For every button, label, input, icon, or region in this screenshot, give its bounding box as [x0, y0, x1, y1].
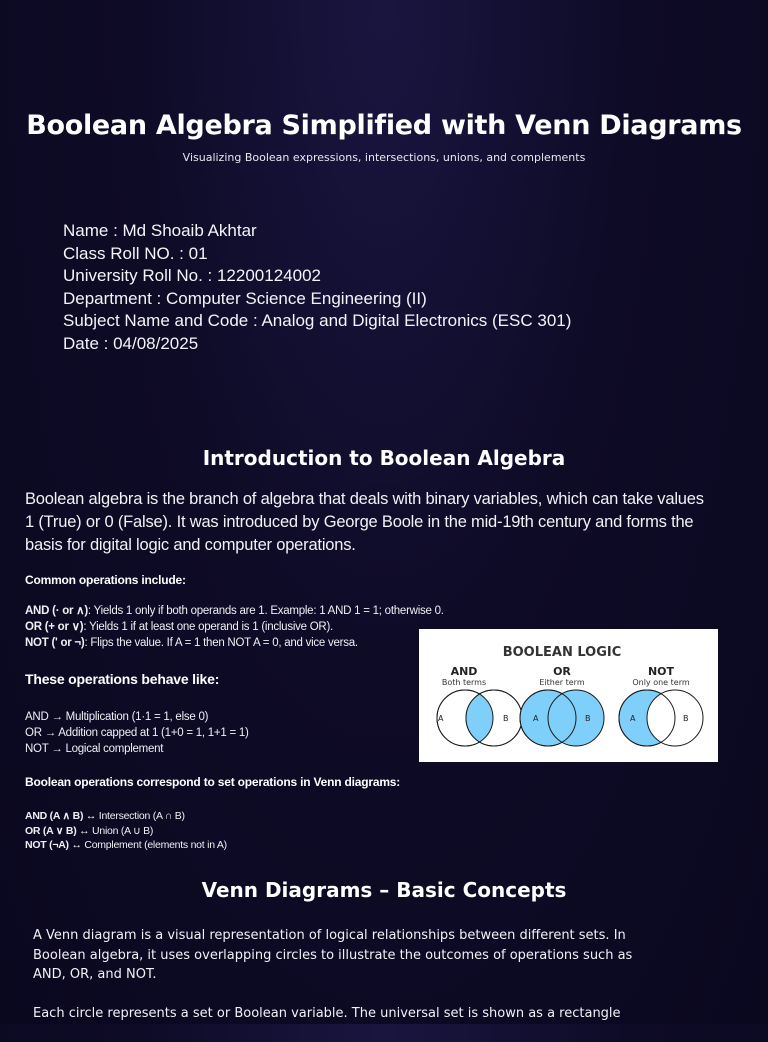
not-panel [619, 665, 703, 746]
panel-caption-not: Only one term [632, 678, 690, 687]
set-ops-heading: Boolean operations correspond to set operations in Venn diagrams: [25, 775, 401, 789]
student-info [63, 220, 571, 355]
venn-paragraph-1: A Venn diagram is a visual representation of logical relationships between different sets. In Boolean algebra, it uses overlapping circles to illustrate the outcomes of operations such as AND, OR, and NOT. [33, 928, 633, 982]
list-item: AND (· or ∧): Yields 1 only if both operands are 1. Example: 1 AND 1 = 1; otherwise 0. [25, 605, 444, 617]
date: Date : 04/08/2025 [63, 333, 199, 353]
set-b-label: B [585, 714, 591, 723]
set-a-label: A [630, 714, 636, 723]
set-a-label: A [438, 714, 444, 723]
common-ops-heading: Common operations include: [25, 573, 186, 587]
subject: Subject Name and Code : Analog and Digital Electronics (ESC 301) [63, 311, 572, 330]
panel-caption-or: Either term [539, 678, 585, 687]
venn-illustration [419, 629, 718, 762]
set-ops-list [25, 809, 227, 853]
list-item: OR (A ∨ B) ↔ Union (A ∪ B) [25, 824, 154, 837]
class-roll: Class Roll NO. : 01 [63, 243, 208, 263]
venn-paragraph-2: Each circle represents a set or Boolean variable. The universal set is shown as a rectangle [33, 1005, 621, 1021]
list-item: AND → Multiplication (1·1 = 1, else 0) [25, 711, 209, 723]
or-panel [520, 665, 604, 746]
panel-label-and: AND [450, 665, 478, 678]
list-item: NOT (' or ¬): Flips the value. If A = 1 then NOT A = 0, and vice versa. [25, 637, 358, 649]
intro-paragraph: Boolean algebra is the branch of algebra that deals with binary variables, which can take values 1 (True) or 0 (False). It was introduced by George Boole in the mid-19th century and forms the basis for digital logic and computer operations. [25, 490, 704, 554]
venn-heading: Venn Diagrams – Basic Concepts [201, 878, 567, 902]
panel-label-or: OR [553, 665, 571, 678]
list-item: NOT → Logical complement [25, 743, 164, 755]
list-item: OR → Addition capped at 1 (1+0 = 1, 1+1 = 1) [25, 727, 249, 739]
set-b-label: B [503, 714, 509, 723]
figure-title: BOOLEAN LOGIC [502, 645, 622, 660]
boolean-logic-figure [419, 629, 718, 762]
university-roll: University Roll No. : 12200124002 [63, 266, 321, 285]
panel-caption-and: Both terms [441, 678, 487, 687]
behave-heading: These operations behave like: [25, 671, 220, 687]
student-name: Name : Md Shoaib Akhtar [63, 221, 257, 240]
department: Department : Computer Science Engineering (II) [63, 288, 427, 308]
panel-label-not: NOT [647, 665, 675, 678]
set-a-label: A [533, 714, 539, 723]
common-ops-list [25, 603, 444, 651]
page-subtitle: Visualizing Boolean expressions, intersections, unions, and complements [182, 151, 586, 164]
list-item: AND (A ∧ B) ↔ Intersection (A ∩ B) [25, 810, 185, 822]
page-title: Boolean Algebra Simplified with Venn Diagrams [26, 110, 742, 141]
and-panel [437, 665, 522, 746]
intro-heading: Introduction to Boolean Algebra [202, 446, 566, 470]
list-item: OR (+ or ∨): Yields 1 if at least one operand is 1 (inclusive OR). [25, 621, 333, 633]
behave-list [25, 709, 249, 757]
venn-body [33, 926, 653, 1042]
list-item: NOT (¬A) ↔ Complement (elements not in A) [25, 839, 227, 851]
set-b-label: B [683, 714, 689, 723]
